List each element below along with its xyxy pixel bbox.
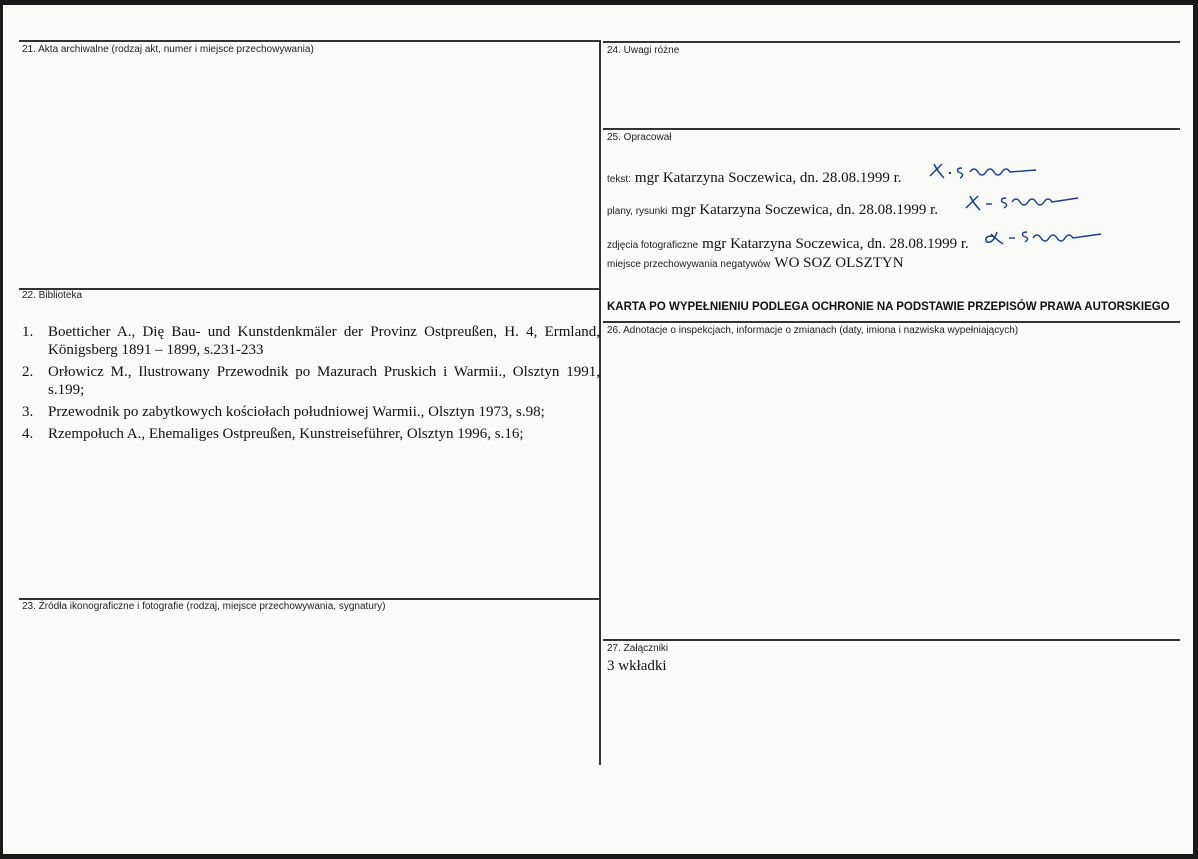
- section-23-label: 23. Źródła ikonograficzne i fotografie (rodzaj, miejsce przechowywania, sygnatury): [22, 601, 386, 612]
- divider-s26-s27: [603, 639, 1180, 641]
- signature-icon: [962, 190, 1092, 214]
- section-27-label: 27. Załączniki: [607, 643, 669, 654]
- list-item: [22, 323, 600, 359]
- prepared-text-value: mgr Katarzyna Soczewica, dn. 28.08.1999 r.: [634, 170, 902, 186]
- attachments-value: 3 wkładki: [607, 658, 667, 674]
- section-22-label: 22. Biblioteka: [22, 290, 83, 301]
- divider-s24-s25: [603, 128, 1180, 130]
- list-item: [22, 363, 600, 399]
- bibliography-entry: Rzempołuch A., Ehemaliges Ostpreußen, Kunstreiseführer, Olsztyn 1996, s.16;: [48, 426, 524, 442]
- bibliography-entry: Boetticher A., Dię Bau- und Kunstdenkmäler der Provinz Ostpreußen, H. 4, Ermland, Königsberg 1891 – 1899, s.231-233: [48, 324, 600, 358]
- section-24-label: 24. Uwagi różne: [607, 45, 680, 56]
- signature-icon: [926, 158, 1056, 182]
- divider-top-right: [603, 41, 1180, 43]
- bibliography-number: 4.: [22, 426, 34, 442]
- prepared-photos-value: mgr Katarzyna Soczewica, dn. 28.08.1999 r.: [702, 236, 969, 252]
- bibliography-list: [22, 323, 600, 447]
- record-card: [3, 5, 1193, 854]
- section-21-label: 21. Akta archiwalne (rodzaj akt, numer i miejsce przechowywania): [22, 44, 314, 55]
- section-26-label: 26. Adnotacje o inspekcjach, informacje o zmianach (daty, imiona i nazwiska wypełniających): [607, 325, 1019, 336]
- bibliography-number: 1.: [22, 324, 34, 340]
- signature-icon: [979, 224, 1109, 248]
- negatives-value: WO SOZ OLSZTYN: [774, 255, 904, 271]
- prepared-photos-row: [607, 224, 1109, 253]
- list-item: [22, 425, 600, 443]
- section-25-label: 25. Opracował: [607, 132, 672, 143]
- prepared-photos-label: zdjęcia fotograficzne: [607, 240, 699, 251]
- bibliography-entry: Orłowicz M., Ilustrowany Przewodnik po Mazurach Pruskich i Warmii., Olsztyn 1991, s.199;: [48, 364, 600, 398]
- bibliography-number: 2.: [22, 364, 34, 380]
- negatives-row: [607, 255, 904, 272]
- bibliography-entry: Przewodnik po zabytkowych kościołach południowej Warmii., Olsztyn 1973, s.98;: [48, 404, 545, 420]
- list-item: [22, 403, 600, 421]
- divider-s21-s22: [19, 288, 601, 290]
- bibliography-number: 3.: [22, 404, 34, 420]
- prepared-text-row: [607, 158, 1056, 187]
- prepared-plans-label: plany, rysunki: [607, 206, 668, 217]
- divider-s22-s23: [19, 598, 601, 600]
- prepared-text-label: tekst:: [607, 174, 631, 185]
- copyright-notice: KARTA PO WYPEŁNIENIU PODLEGA OCHRONIE NA PODSTAWIE PRZEPISÓW PRAWA AUTORSKIEGO: [607, 301, 1170, 313]
- prepared-plans-row: [607, 190, 1092, 219]
- prepared-plans-value: mgr Katarzyna Soczewica, dn. 28.08.1999 r.: [671, 202, 938, 218]
- divider-s25-s26: [603, 321, 1180, 323]
- divider-top-left: [19, 40, 601, 42]
- negatives-label: miejsce przechowywania negatywów: [607, 259, 771, 270]
